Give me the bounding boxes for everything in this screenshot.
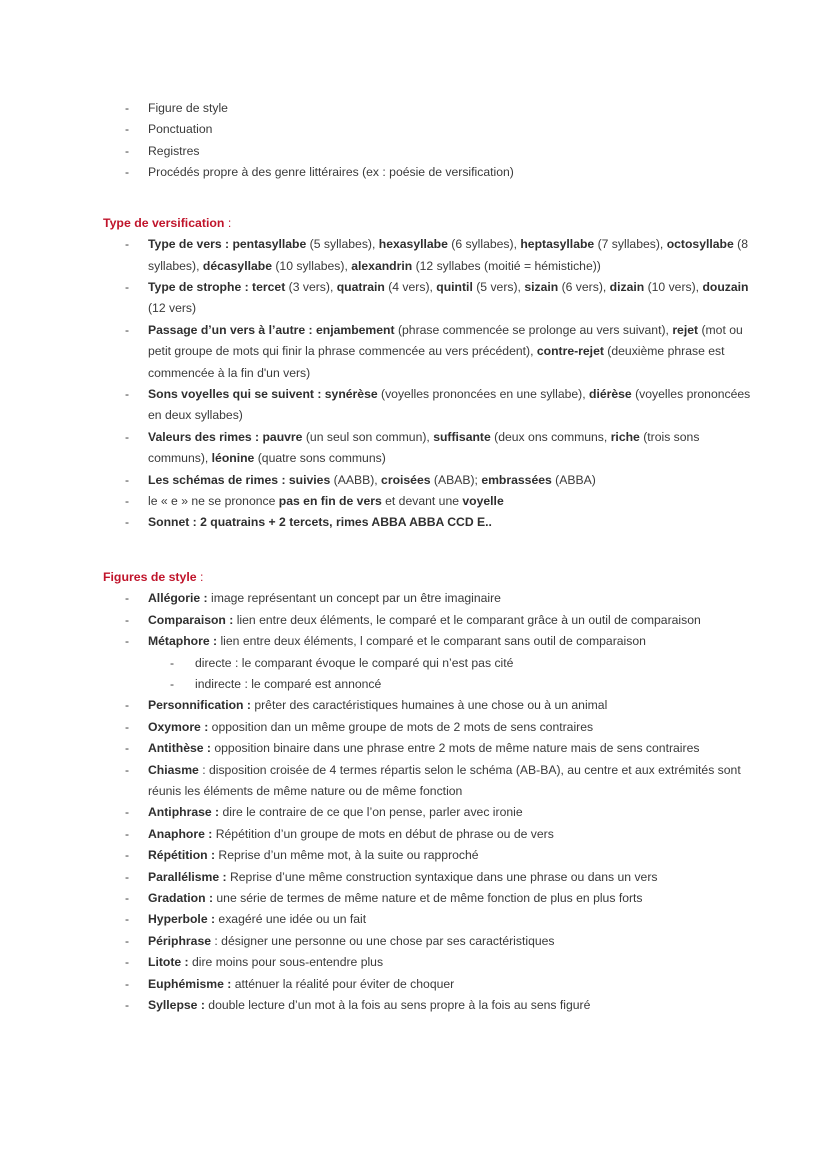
dash-bullet-icon: - — [125, 165, 130, 180]
dash-bullet-icon: - — [125, 912, 130, 927]
definition-text: Répétition d’un groupe de mots en début de phrase ou de vers — [212, 826, 554, 841]
list-item-text — [148, 848, 479, 862]
list-item — [103, 952, 751, 973]
list-item — [103, 717, 751, 738]
list-item-text — [148, 634, 646, 648]
list-item-text — [148, 720, 593, 734]
definition-text: atténuer la réalité pour éviter de choquer — [231, 976, 455, 991]
list-item — [103, 98, 751, 119]
heading-text: Figures de style — [103, 569, 197, 584]
dash-bullet-icon: - — [125, 741, 130, 756]
term-bold: Personnification : — [148, 698, 251, 713]
definition-text: (ABAB); — [430, 472, 482, 487]
term-bold: Antithèse : — [148, 741, 211, 756]
term-bold: quatrain — [336, 279, 385, 294]
list-item-text — [148, 430, 699, 465]
term-bold: diérèse — [589, 386, 632, 401]
definition-text: le « e » ne se prononce — [148, 494, 279, 508]
term-bold: Périphrase — [148, 933, 212, 948]
definition-text: image représentant un concept par un être imaginaire — [207, 591, 501, 606]
definition-text: (mot ou petit groupe de mots qui finir la phrase commencée au vers précédent), — [148, 322, 743, 359]
definition-text: (voyelles prononcées en une syllabe), — [377, 386, 590, 401]
list-item — [103, 974, 751, 995]
dash-bullet-icon: - — [125, 848, 130, 863]
term-bold: Passage d’un vers à l’autre : enjambement — [148, 322, 395, 337]
dash-bullet-icon: - — [125, 279, 130, 294]
definition-text: indirecte : le comparé est annoncé — [195, 676, 382, 691]
term-bold: Métaphore : — [148, 634, 218, 649]
term-bold: contre-rejet — [536, 344, 604, 359]
dash-bullet-icon: - — [125, 719, 130, 734]
term-bold: douzain — [702, 279, 749, 294]
definition-text: une série de termes de même nature et de même fonction de plus en plus forts — [213, 891, 643, 905]
list-item — [103, 802, 751, 823]
list-item-text — [148, 698, 607, 712]
term-bold: dizain — [609, 279, 645, 294]
list-item-text — [148, 763, 741, 798]
term-bold: heptasyllabe — [520, 237, 595, 252]
dash-bullet-icon: - — [125, 998, 130, 1013]
spacer — [103, 184, 751, 213]
list-item — [103, 320, 751, 384]
term-bold: Chiasme — [148, 762, 199, 777]
term-bold: Hyperbole : — [148, 912, 216, 927]
definition-text: prêter des caractéristiques humaines à une chose ou à un animal — [250, 698, 608, 713]
term-bold: Allégorie : — [148, 591, 208, 606]
term-bold: Type de strophe : tercet — [148, 279, 286, 294]
heading-colon: : — [196, 569, 204, 584]
list-item — [103, 909, 751, 930]
dash-bullet-icon: - — [125, 472, 130, 487]
dash-bullet-icon: - — [125, 591, 130, 606]
term-bold: Sonnet : 2 quatrains + 2 tercets, rimes ABBA ABBA CCD E.. — [148, 515, 492, 530]
definition-text: (7 syllabes), — [594, 237, 667, 252]
term-bold: croisées — [381, 472, 431, 487]
list-item-text — [148, 613, 701, 627]
list-item — [103, 824, 751, 845]
dash-bullet-icon: - — [125, 386, 130, 401]
heading-type-de-versification — [103, 213, 751, 235]
term-bold: suffisante — [433, 429, 491, 444]
term-bold: Gradation : — [148, 891, 214, 905]
list-item-text — [148, 237, 748, 272]
term-bold: Sons voyelles qui se suivent : synérèse — [148, 386, 378, 401]
list-item — [103, 931, 751, 952]
definition-text: dire moins pour sous-entendre plus — [188, 955, 384, 970]
document-content — [103, 98, 751, 1016]
term-bold: pas en fin de vers — [278, 494, 382, 508]
definition-text: (12 vers) — [148, 301, 197, 316]
term-bold: léonine — [211, 451, 255, 466]
definition-text: (deuxième phrase est commencée à la fin d'un vers) — [148, 344, 725, 380]
dash-bullet-icon: - — [125, 805, 130, 820]
list-item-text — [148, 591, 501, 605]
definition-text: (3 vers), — [285, 279, 337, 294]
definition-text: : désigner une personne ou une chose par ses caractéristiques — [211, 933, 555, 948]
dash-bullet-icon: - — [125, 869, 130, 884]
list-item-text: Ponctuation — [148, 122, 213, 137]
dash-bullet-icon: - — [125, 122, 130, 137]
definition-text: : disposition croisée de 4 termes répartis selon le schéma (AB-BA), au centre et aux extrémités sont réunis les éléments de même nature ou de même fonction — [148, 762, 741, 798]
list-item — [103, 384, 751, 427]
definition-text: (12 syllabes (moitié = hémistiche)) — [412, 258, 601, 273]
term-bold: Valeurs des rimes : pauvre — [148, 429, 303, 444]
list-item-text — [148, 934, 555, 948]
list-item-text: Procédés propre à des genre littéraires (ex : poésie de versification) — [148, 165, 514, 180]
definition-text: (un seul son commun), — [302, 429, 434, 444]
term-bold: Anaphore : — [148, 826, 213, 841]
term-bold: Comparaison : — [148, 612, 234, 627]
list-item — [103, 695, 751, 716]
list-item — [103, 491, 751, 512]
list-item-text — [148, 387, 750, 422]
dash-bullet-icon: - — [125, 826, 130, 841]
list-item-text — [148, 494, 504, 508]
definition-text: (6 syllabes), — [447, 237, 521, 252]
definition-text: opposition dan un même groupe de mots de 2 mots de sens contraires — [208, 719, 594, 734]
term-bold: quintil — [436, 279, 473, 294]
list-item-text: Registres — [148, 143, 200, 158]
dash-bullet-icon: - — [125, 494, 130, 508]
definition-text: dire le contraire de ce que l’on pense, parler avec ironie — [219, 805, 523, 820]
list-item — [103, 141, 751, 162]
term-bold: Litote : — [148, 955, 189, 970]
definition-text: (5 syllabes), — [306, 237, 379, 252]
definition-text: lien entre deux éléments, le comparé et le comparant grâce à un outil de comparaison — [233, 612, 701, 627]
intro-list — [103, 98, 751, 184]
dash-bullet-icon: - — [125, 143, 130, 158]
term-bold: Les schémas de rimes : suivies — [148, 472, 331, 487]
list-item-text: Figure de style — [148, 101, 228, 115]
spacer — [103, 534, 751, 567]
definition-text: (8 syllabes), — [148, 237, 748, 273]
list-item-text — [148, 280, 749, 315]
list-item-text — [148, 805, 523, 819]
definition-text: (deux ons communs, — [490, 429, 611, 444]
definition-text: Reprise d’une même construction syntaxique dans une phrase ou dans un vers — [226, 869, 658, 884]
list-item — [103, 867, 751, 888]
list-item-text — [148, 870, 657, 884]
dash-bullet-icon: - — [125, 698, 130, 713]
dash-bullet-icon: - — [125, 322, 130, 337]
term-bold: Parallélisme : — [148, 869, 227, 884]
term-bold: riche — [610, 429, 640, 444]
definition-text: (6 vers), — [558, 279, 610, 294]
term-bold: alexandrin — [351, 258, 413, 273]
dash-bullet-icon: - — [125, 762, 130, 777]
definition-text: (trois sons communs), — [148, 429, 700, 466]
list-item — [103, 610, 751, 631]
list-item-text — [195, 677, 381, 691]
heading-figures-de-style — [103, 567, 751, 589]
list-item-text — [148, 912, 366, 926]
list-item — [103, 512, 751, 533]
definition-text: Reprise d’un même mot, à la suite ou rapproché — [215, 848, 479, 863]
term-bold: Syllepse : — [148, 998, 205, 1013]
dash-bullet-icon: - — [125, 933, 130, 948]
list-item — [103, 631, 751, 652]
dash-bullet-icon: - — [125, 101, 130, 115]
definition-text: (5 vers), — [472, 279, 525, 294]
definition-text: (10 vers), — [644, 279, 703, 294]
definition-text: (4 vers), — [384, 279, 437, 294]
term-bold: octosyllabe — [666, 237, 734, 252]
list-item-text — [148, 515, 492, 529]
dash-bullet-icon: - — [125, 976, 130, 991]
list-item — [103, 674, 751, 695]
term-bold: Répétition : — [148, 848, 216, 863]
term-bold: embrassées — [481, 472, 552, 487]
list-item — [103, 738, 751, 759]
list-item-text — [148, 977, 454, 991]
list-item — [103, 427, 751, 470]
list-item-text — [148, 998, 590, 1012]
term-bold: décasyllabe — [202, 258, 272, 273]
figures-list — [103, 588, 751, 1016]
list-item — [103, 470, 751, 491]
definition-text: opposition binaire dans une phrase entre 2 mots de même nature mais de sens contraires — [210, 741, 700, 756]
definition-text: (AABB), — [330, 472, 382, 487]
term-bold: sizain — [524, 279, 559, 294]
dash-bullet-icon: - — [170, 676, 175, 691]
list-item — [103, 760, 751, 803]
list-item — [103, 995, 751, 1016]
definition-text: et devant une — [381, 494, 463, 508]
list-item — [103, 234, 751, 277]
dash-bullet-icon: - — [125, 237, 130, 252]
list-item-text — [148, 955, 383, 969]
definition-text: lien entre deux éléments, l comparé et le comparant sans outil de comparaison — [217, 634, 646, 649]
list-item-text — [148, 891, 643, 905]
term-bold: hexasyllabe — [378, 237, 448, 252]
dash-bullet-icon: - — [125, 634, 130, 649]
list-item-text — [148, 741, 699, 755]
dash-bullet-icon: - — [170, 655, 175, 670]
list-item — [103, 277, 751, 320]
term-bold: Euphémisme : — [148, 976, 232, 991]
list-item — [103, 162, 751, 183]
dash-bullet-icon: - — [125, 612, 130, 627]
list-item-text — [148, 473, 596, 487]
definition-text: (voyelles prononcées en deux syllabes) — [148, 386, 751, 423]
list-item — [103, 119, 751, 140]
list-item-text — [148, 827, 554, 841]
term-bold: Type de vers : pentasyllabe — [148, 237, 307, 252]
term-bold: Oxymore : — [148, 719, 209, 734]
definition-text: (quatre sons communs) — [254, 451, 386, 466]
definition-text: exagéré une idée ou un fait — [215, 912, 367, 927]
definition-text: (ABBA) — [551, 472, 596, 487]
list-item — [103, 588, 751, 609]
term-bold: Antiphrase : — [148, 805, 220, 820]
list-item — [103, 653, 751, 674]
list-item-text — [195, 656, 513, 670]
versification-list — [103, 234, 751, 534]
term-bold: rejet — [672, 322, 699, 337]
heading-text: Type de versification — [103, 215, 225, 230]
dash-bullet-icon: - — [125, 515, 130, 530]
definition-text: directe : le comparant évoque le comparé qui n’est pas cité — [195, 655, 514, 670]
definition-text: (phrase commencée se prolonge au vers suivant), — [394, 322, 673, 337]
dash-bullet-icon: - — [125, 955, 130, 970]
definition-text: double lecture d’un mot à la fois au sens propre à la fois au sens figuré — [204, 998, 591, 1013]
list-item — [103, 888, 751, 909]
dash-bullet-icon: - — [125, 429, 130, 444]
term-bold: voyelle — [462, 494, 504, 508]
list-item-text — [148, 323, 743, 380]
list-item — [103, 845, 751, 866]
heading-colon: : — [224, 215, 232, 230]
dash-bullet-icon: - — [125, 891, 130, 905]
definition-text: (10 syllabes), — [271, 258, 352, 273]
